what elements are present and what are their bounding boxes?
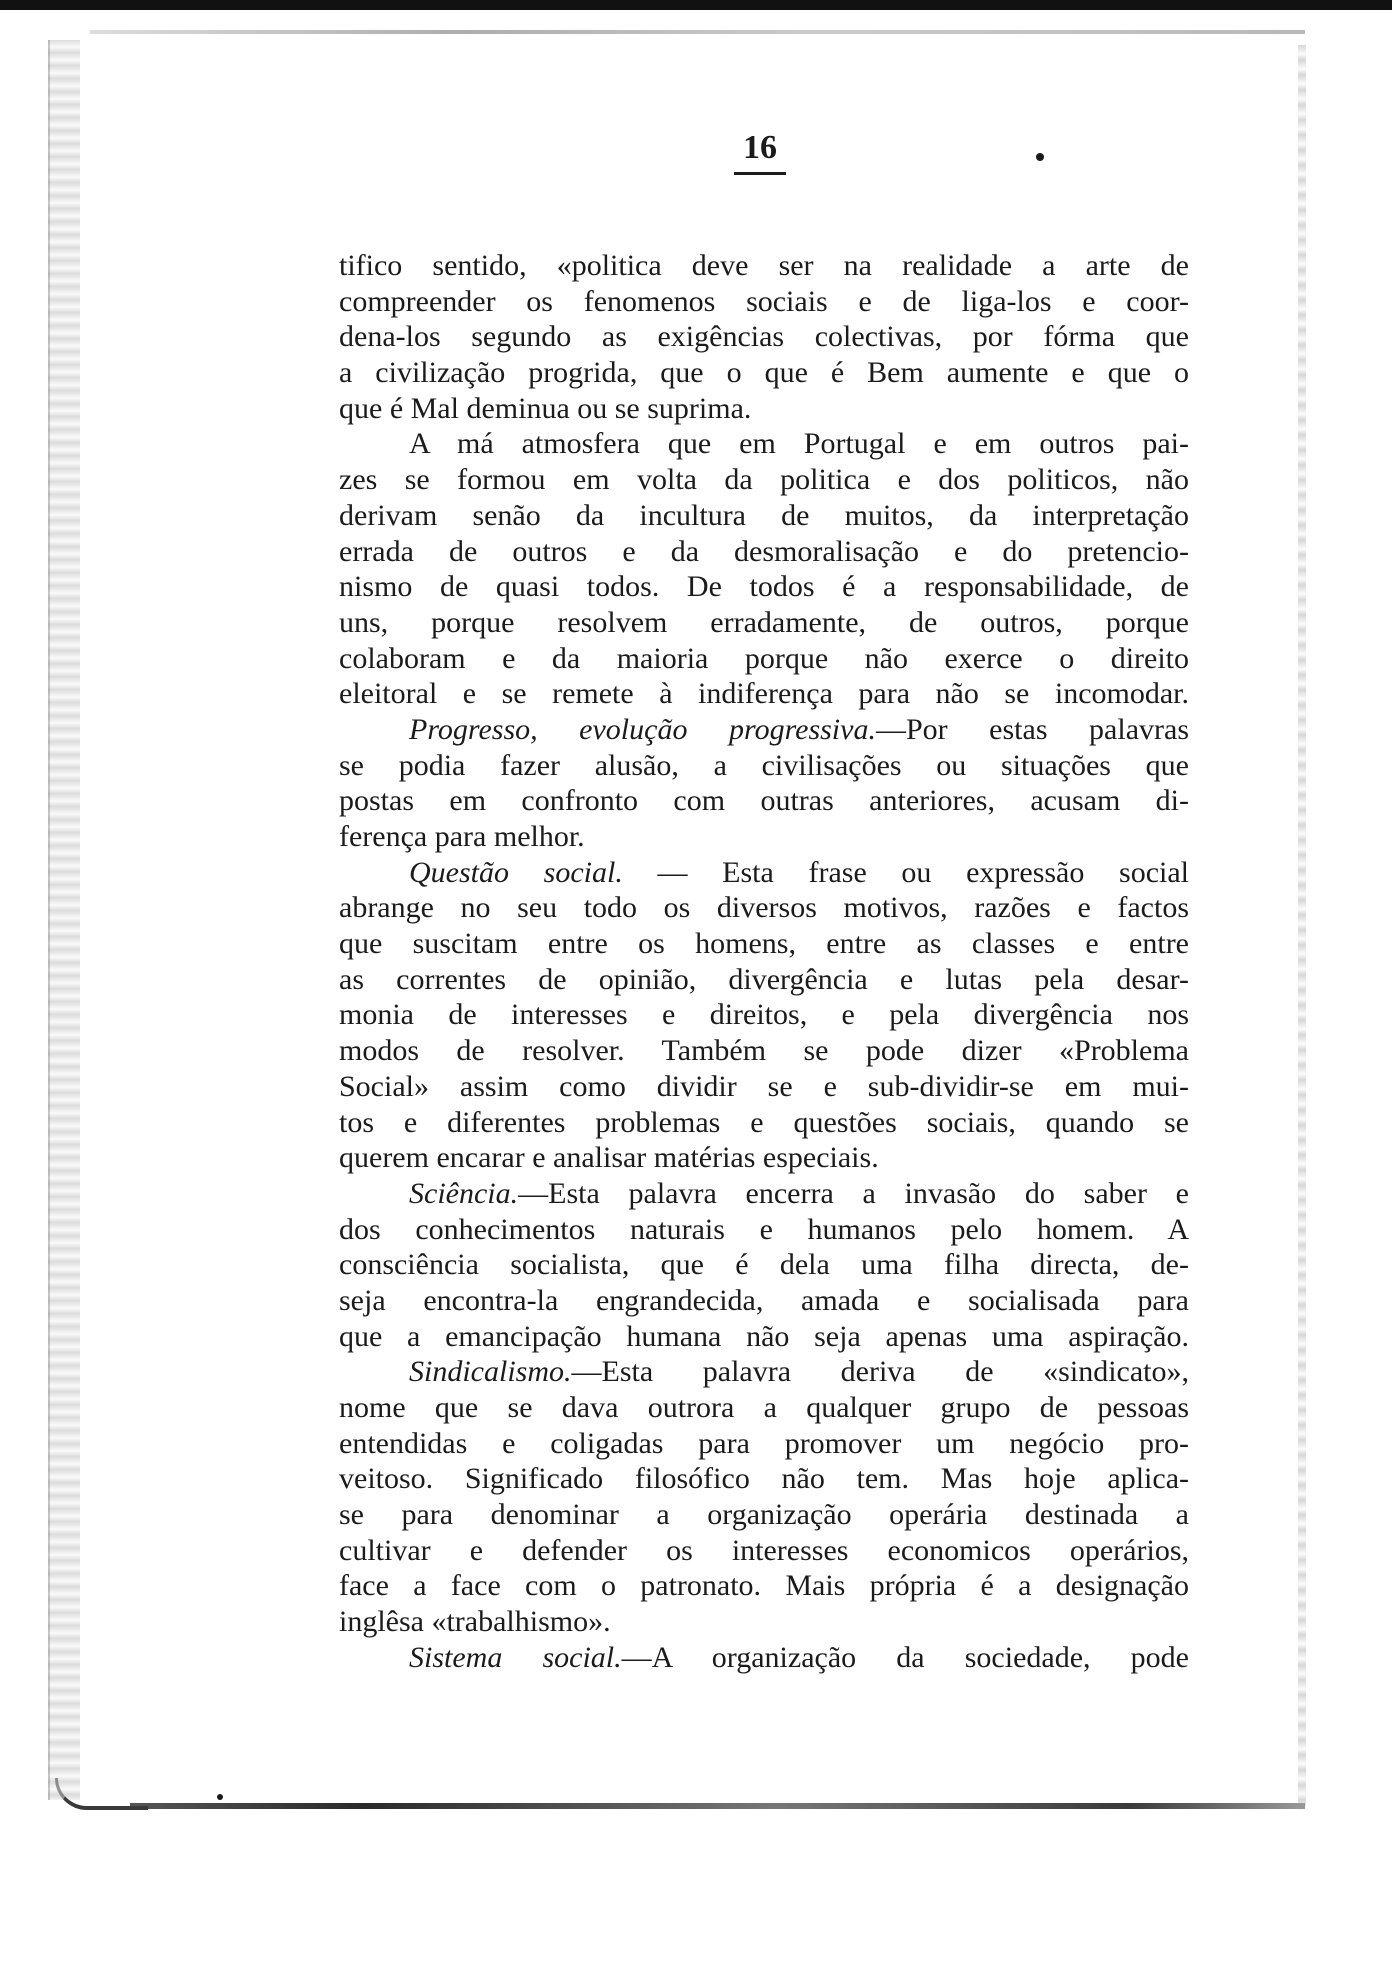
page-edge-bottom xyxy=(130,1803,1305,1809)
text-line: se podia fazer alusão, a civilisações ou situações que xyxy=(339,748,1189,782)
text-line: compreender os fenomenos sociais e de liga-los e coor- xyxy=(339,284,1189,318)
page-edge-curl xyxy=(55,1778,148,1810)
text-line: monia de interesses e direitos, e pela divergência nos xyxy=(339,998,1189,1032)
text-line: face a face com o patronato. Mais própria é a designação xyxy=(339,1569,1189,1603)
term-heading: Sindicalismo. xyxy=(409,1355,572,1389)
text-line: zes se formou em volta da politica e dos politicos, não xyxy=(339,463,1189,497)
text-line: ferença para melhor. xyxy=(339,820,585,853)
text-line: tos e diferentes problemas e questões sociais, quando se xyxy=(339,1105,1189,1139)
text-line: querem encarar e analisar matérias especiais. xyxy=(339,1141,879,1175)
text-line: modos de resolver. Também se pode dizer «Problema xyxy=(339,1034,1189,1068)
text-line: consciência socialista, que é dela uma filha directa, de- xyxy=(339,1248,1189,1282)
ink-dot xyxy=(1036,153,1044,161)
text-line: se para denominar a organização operária destinada a xyxy=(339,1498,1189,1532)
page-edge-right xyxy=(1298,45,1306,1810)
text-line: entendidas e coligadas para promover um negócio pro- xyxy=(339,1426,1189,1460)
term-definition: —Por estas palavras xyxy=(875,712,1189,746)
term-definition: — Esta frase ou expressão social xyxy=(622,855,1189,889)
text-line xyxy=(339,712,1189,748)
text-line: a civilização progrida, que o que é Bem aumente e que o xyxy=(339,356,1189,390)
text-line: Social» assim como dividir se e sub-dividir-se em mui- xyxy=(339,1069,1189,1103)
body-text xyxy=(339,248,1189,1676)
text-line: derivam senão da incultura de muitos, da interpretação xyxy=(339,498,1189,532)
page-edge-top xyxy=(0,0,1392,10)
text-line: seja encontra-la engrandecida, amada e socialisada para xyxy=(339,1283,1189,1317)
term-heading: Progresso, evolução progressiva. xyxy=(409,712,876,746)
text-line: as correntes de opinião, divergência e lutas pela desar- xyxy=(339,962,1189,996)
text-line: nismo de quasi todos. De todos é a responsabilidade, de xyxy=(339,570,1189,604)
term-definition: —Esta palavra deriva de «sindicato», xyxy=(571,1355,1189,1389)
term-definition: —Esta palavra encerra a invasão do saber e xyxy=(518,1176,1189,1210)
page-edge-left xyxy=(48,40,80,1800)
page-number: 16 xyxy=(743,129,777,166)
term-heading: Sistema social. xyxy=(409,1640,622,1674)
term-definition: —A organização da sociedade, pode xyxy=(621,1640,1189,1674)
ink-dot xyxy=(217,1794,223,1800)
term-heading: Sciência. xyxy=(409,1176,519,1210)
text-line: cultivar e defender os interesses economicos operários, xyxy=(339,1533,1189,1567)
text-line: que é Mal deminua ou se suprima. xyxy=(339,391,752,425)
text-line: uns, porque resolvem erradamente, de outros, porque xyxy=(339,605,1189,639)
page-edge-top-inner xyxy=(90,30,1305,34)
text-line: nome que se dava outrora a qualquer grupo de pessoas xyxy=(339,1391,1189,1424)
text-line: veitoso. Significado filosófico não tem. Mas hoje aplica- xyxy=(339,1462,1189,1496)
page-number-underline xyxy=(734,172,786,175)
text-line: que suscitam entre os homens, entre as classes e entre xyxy=(339,927,1189,961)
text-line: postas em confronto com outras anteriores, acusam di- xyxy=(339,784,1189,818)
text-line: que a emancipação humana não seja apenas uma aspiração. xyxy=(339,1319,1189,1353)
text-line xyxy=(339,1176,1189,1212)
text-line xyxy=(339,855,1189,891)
text-line: tifico sentido, «politica deve ser na realidade a arte de xyxy=(339,249,1189,282)
text-line: dos conhecimentos naturais e humanos pelo homem. A xyxy=(339,1212,1189,1246)
text-line xyxy=(339,1640,1189,1676)
text-line: A má atmosfera que em Portugal e em outros pai- xyxy=(409,427,1189,461)
text-line: eleitoral e se remete à indiferença para não se incomodar. xyxy=(339,677,1189,711)
text-line: inglêsa «trabalhismo». xyxy=(339,1605,611,1639)
text-line: colaboram e da maioria porque não exerce o direito xyxy=(339,641,1189,675)
text-line: errada de outros e da desmoralisação e do pretencio- xyxy=(339,534,1189,568)
term-heading: Questão social. xyxy=(409,855,623,889)
text-line: abrange no seu todo os diversos motivos, razões e factos xyxy=(339,891,1189,925)
text-line: dena-los segundo as exigências colectivas, por fórma que xyxy=(339,320,1189,354)
text-line xyxy=(339,1354,1189,1390)
